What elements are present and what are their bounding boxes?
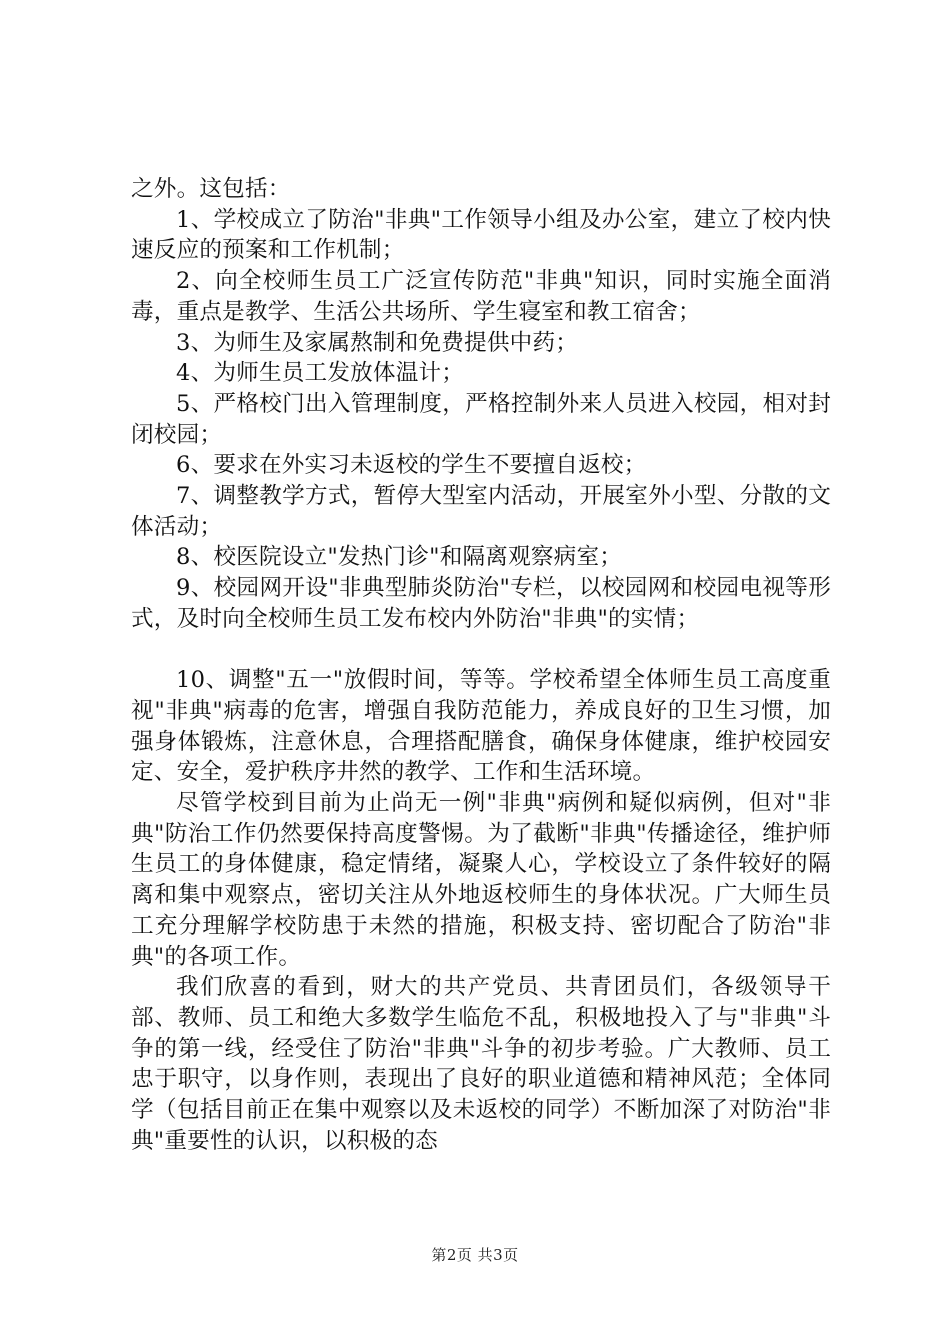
paragraph: 我们欣喜的看到，财大的共产党员、共青团员们，各级领导干部、教师、员工和绝大多数学生临危不乱，积极地投入了与"非典"斗争的第一线，经受住了防治"非典"斗争的初步考验。广大教师、员工忠于职守，以身作则，表现出了良好的职业道德和精神风范；全体同学（包括目前正在集中观察以及未返校的同学）不断加深了对防治"非典"重要性的认识，以积极的态 [131,974,831,1154]
paragraph: 4、为师生员工发放体温计； [176,360,465,387]
blank-line [131,635,831,666]
paragraph: 3、为师生及家属熬制和免费提供中药； [176,329,579,356]
document-body [131,174,831,1156]
paragraph: 1、学校成立了防治"非典"工作领导小组及办公室，建立了校内快速反应的预案和工作机制； [131,206,831,264]
paragraph: 10、调整"五一"放假时间，等等。学校希望全体师生员工高度重视"非典"病毒的危害，增强自我防范能力，养成良好的卫生习惯，加强身体锻炼，注意休息，合理搭配膳食，确保身体健康，维护校园安定、安全，爱护秩序井然的教学、工作和生活环境。 [131,667,831,786]
paragraph: 之外。这包括： [131,176,291,202]
paragraph: 2、向全校师生员工广泛宣传防范"非典"知识，同时实施全面消毒，重点是教学、生活公共场所、学生寝室和教工宿舍； [131,268,831,325]
page-footer: 第2页 共3页 [431,1246,519,1264]
paragraph: 8、校医院设立"发热门诊"和隔离观察病室； [176,544,623,571]
paragraph: 6、要求在外实习未返校的学生不要擅自返校； [176,452,647,479]
paragraph: 7、调整教学方式，暂停大型室内活动，开展室外小型、分散的文体活动； [131,483,831,540]
paragraph: 5、严格校门出入管理制度，严格控制外来人员进入校园，相对封闭校园； [131,390,831,448]
paragraph: 9、校园网开设"非典型肺炎防治"专栏，以校园网和校园电视等形式，及时向全校师生员工发布校内外防治"非典"的实情； [131,575,831,632]
paragraph: 尽管学校到目前为止尚无一例"非典"病例和疑似病例，但对"非典"防治工作仍然要保持高度警惕。为了截断"非典"传播途径，维护师生员工的身体健康，稳定情绪，凝聚人心，学校设立了条件较好的隔离和集中观察点，密切关注从外地返校师生的身体状况。广大师生员工充分理解学校防患于未然的措施，积极支持、密切配合了防治"非典"的各项工作。 [131,790,831,970]
